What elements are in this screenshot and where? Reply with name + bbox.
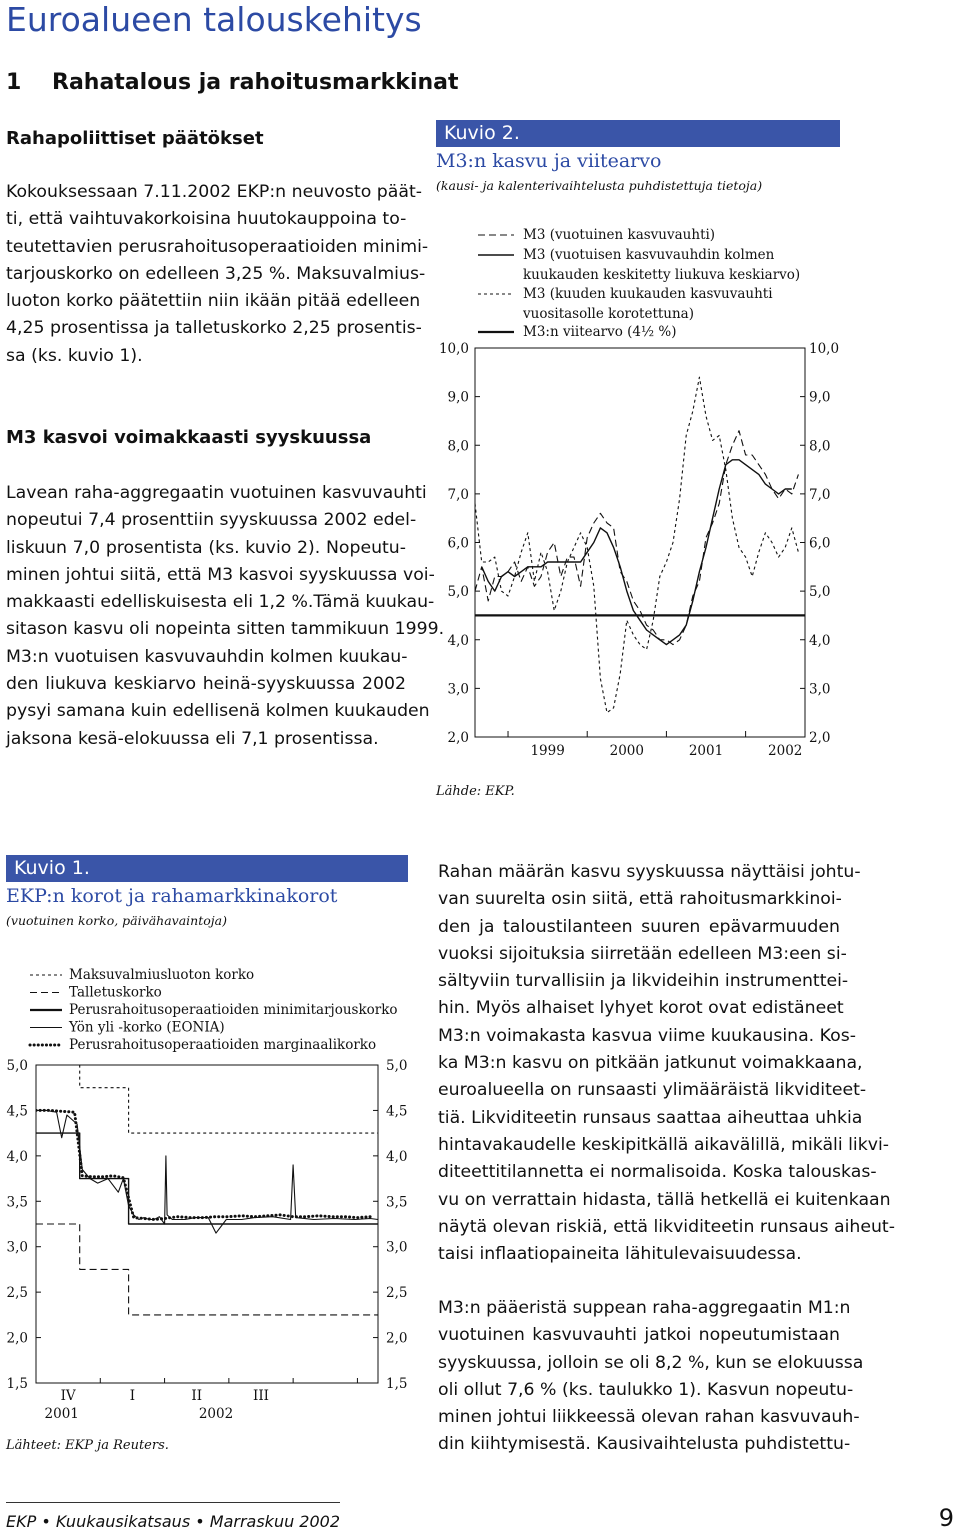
y-tick-label-left: 4,0 [447, 632, 469, 649]
text-line: vu on verrattain hidasta, tällä hetkellä ei kuitenkaan [438, 1189, 891, 1210]
text-line: diteettitilannetta ei normalisoida. Koska talouskas- [438, 1162, 877, 1183]
y-tick-label-right: 4,0 [809, 632, 831, 649]
text-line: hin. Myös alhaiset lyhyet korot ovat edistäneet [438, 998, 844, 1019]
y-tick-label-left: 9,0 [447, 389, 469, 406]
y-tick-label-right: 8,0 [809, 438, 831, 455]
x-tick-label: IV [60, 1388, 76, 1404]
text-line: Kokouksessaan 7.11.2002 EKP:n neuvosto päät- [6, 182, 422, 202]
legend-label: M3 (kuuden kuukauden kasvuvauhti [523, 286, 773, 302]
y-tick-label-left: 2,0 [6, 1330, 28, 1347]
text-line: makkaasti edelliskuisesta eli 1,2 %.Tämä kuukau- [6, 592, 435, 613]
y-tick-label-left: 8,0 [447, 438, 469, 455]
footer-rule [6, 1502, 340, 1503]
y-tick-label-left: 3,5 [6, 1194, 28, 1211]
text-line: tiä. Likviditeetin runsaus saattaa aiheuttaa uhkia [438, 1107, 863, 1128]
figure1-title: EKP:n korot ja rahamarkkinakorot [6, 885, 338, 907]
series-line-1 [482, 460, 792, 645]
legend-label: vuositasolle korotettuna) [523, 306, 694, 322]
x-tick-label: 1999 [530, 743, 565, 759]
y-tick-label-left: 3,0 [447, 681, 469, 698]
paragraph-monetary-decisions [6, 179, 429, 370]
y-tick-label-right: 7,0 [809, 486, 831, 503]
footer-text: EKP • Kuukausikatsaus • Marraskuu 2002 [6, 1512, 341, 1531]
document-title: Euroalueen talouskehitys [6, 0, 422, 39]
y-tick-label-right: 4,0 [386, 1148, 408, 1165]
text-line: din kiihtymisestä. Kausivaihtelusta puhdistettu- [438, 1434, 851, 1455]
year-label: 2002 [198, 1406, 234, 1422]
legend-label: Talletuskorko [69, 984, 162, 1001]
text-line: luoton korko päätettiin niin ikään pitää edelleen [6, 291, 421, 312]
y-tick-label-right: 2,0 [386, 1330, 408, 1347]
y-tick-label-right: 6,0 [809, 535, 831, 552]
page-number: 9 [938, 1504, 954, 1532]
y-tick-label-left: 7,0 [447, 486, 469, 503]
figure2-title: M3:n kasvu ja viitearvo [436, 150, 662, 172]
text-line: vuotuinen kasvuvauhti jatkoi nopeutumistaan [438, 1325, 840, 1346]
paragraph-m3-growth [6, 480, 445, 753]
y-tick-label-right: 2,0 [809, 730, 831, 746]
y-tick-label-left: 2,5 [6, 1285, 28, 1302]
text-line: van suurelta osin siitä, että rahoitusmarkkinoi- [438, 889, 842, 910]
section-number: 1 [6, 70, 22, 95]
text-line: den ja taloustilanteen suuren epävarmuuden [438, 916, 840, 937]
y-tick-label-left: 1,5 [6, 1376, 28, 1392]
text-line: Lavean raha-aggregaatin vuotuinen kasvuvauhti [6, 483, 427, 503]
text-line: sa (ks. kuvio 1). [6, 345, 143, 366]
text-line: jaksona kesä-elokuussa eli 7,1 prosentissa. [6, 728, 379, 749]
x-tick-label: III [253, 1388, 269, 1404]
figure1-subtitle: (vuotuinen korko, päivähavaintoja) [6, 913, 227, 928]
y-tick-label-left: 3,0 [6, 1239, 28, 1256]
text-line: Rahan määrän kasvu syyskuussa näyttäisi johtu- [438, 862, 861, 882]
text-line: nopeutui 7,4 prosenttiin syyskuussa 2002 edel- [6, 510, 417, 531]
text-line: hintavakaudelle keskipitkällä aikavälillä, mikäli likvi- [438, 1134, 890, 1155]
series-line-1 [36, 1224, 378, 1315]
y-tick-label-left: 5,0 [6, 1058, 28, 1074]
legend-label: Yön yli -korko (EONIA) [69, 1019, 225, 1036]
heading-m3-growth: M3 kasvoi voimakkaasti syyskuussa [6, 427, 372, 448]
x-tick-label: 2001 [688, 743, 724, 759]
x-tick-label: 2000 [609, 743, 644, 759]
y-tick-label-right: 10,0 [809, 341, 840, 357]
text-line: liskuun 7,0 prosentista (ks. kuvio 2). Nopeutu- [6, 537, 406, 558]
y-tick-label-right: 3,0 [809, 681, 831, 698]
figure1-source: Lähteet: EKP ja Reuters. [6, 1438, 169, 1453]
text-line: ka M3:n kasvu on pitkään jatkunut voimakkaana, [438, 1053, 863, 1074]
series-line-0 [36, 1042, 378, 1133]
series-line-4 [36, 1110, 370, 1219]
series-line-3 [36, 1110, 378, 1233]
y-tick-label-left: 5,0 [447, 584, 469, 601]
year-label: 2001 [44, 1406, 79, 1422]
section-heading [6, 70, 459, 95]
legend-label: kuukauden keskitetty liukuva keskiarvo) [523, 267, 801, 283]
figure1-label: Kuvio 1. [6, 855, 408, 882]
y-tick-label-left: 6,0 [447, 535, 469, 552]
text-line: tarjouskorko on edelleen 3,25 %. Maksuvalmius- [6, 263, 426, 284]
heading-monetary-decisions: Rahapoliittiset päätökset [6, 128, 264, 149]
figure2-chart [430, 220, 850, 770]
y-tick-label-right: 5,0 [809, 584, 831, 601]
series-line-0 [475, 431, 798, 645]
text-line: ti, että vaihtuvakorkoisina huutokauppoina to- [6, 209, 407, 230]
y-tick-label-left: 10,0 [438, 341, 469, 357]
y-tick-label-right: 3,0 [386, 1239, 408, 1256]
text-line: minen johtui siitä, että M3 kasvoi syyskuussa voi- [6, 564, 435, 585]
y-tick-label-left: 2,0 [447, 730, 469, 746]
paragraph-liquidity [438, 859, 895, 1268]
text-line: syyskuussa, jolloin se oli 8,2 %, kun se elokuussa [438, 1352, 864, 1373]
text-line: vuoksi sijoituksia siirretään edelleen M3:een si- [438, 943, 847, 964]
text-line: sitason kasvu oli nopeinta sitten tammikuun 1999. [6, 619, 445, 640]
series-group [36, 1042, 378, 1315]
figure2-source: Lähde: EKP. [436, 784, 515, 799]
text-line: teutettavien perusrahoitusoperaatioiden minimi- [6, 236, 429, 257]
x-tick-label: II [191, 1388, 203, 1404]
figure2-label: Kuvio 2. [436, 120, 840, 147]
legend-label: Perusrahoitusoperaatioiden marginaalikorko [69, 1037, 377, 1053]
y-tick-label-left: 4,5 [6, 1103, 28, 1120]
text-line: euroalueella on runsaasti ylimääräistä likviditeet- [438, 1080, 867, 1101]
text-line: M3:n pääeristä suppean raha-aggregaatin M1:n [438, 1298, 851, 1318]
text-line: 4,25 prosentissa ja talletuskorko 2,25 prosentis- [6, 318, 422, 339]
text-line: den liukuva keskiarvo heinä-syyskuussa 2002 [6, 674, 406, 695]
figure1-chart [0, 960, 420, 1430]
text-line: taisi inflaatiopaineita lähitulevaisuudessa. [438, 1244, 802, 1265]
section-title: Rahatalous ja rahoitusmarkkinat [52, 70, 459, 95]
text-line: M3:n vuotuisen kasvuvauhdin kolmen kuukau- [6, 646, 408, 667]
figure2-subtitle: (kausi- ja kalenterivaihtelusta puhdistettuja tietoja) [436, 178, 763, 193]
plot-frame [475, 348, 805, 737]
y-tick-label-right: 9,0 [809, 389, 831, 406]
y-tick-label-left: 4,0 [6, 1148, 28, 1165]
x-tick-label: I [129, 1388, 136, 1404]
text-line: M3:n voimakasta kasvua viime kuukausina. Kos- [438, 1025, 856, 1046]
legend-label: M3:n viitearvo (4½ %) [523, 324, 677, 340]
text-line: pysyi samana kuin edellisenä kolmen kuukauden [6, 701, 430, 722]
x-tick-label: 2002 [768, 743, 803, 759]
series-line-2 [475, 377, 798, 713]
text-line: sältyviin turvallisiin ja likvideihin instrumenttei- [438, 971, 849, 992]
text-line: minen johtui liikkeessä olevan rahan kasvuvauh- [438, 1407, 860, 1428]
y-tick-label-right: 3,5 [386, 1194, 408, 1211]
y-tick-label-right: 1,5 [386, 1376, 408, 1392]
legend-label: Perusrahoitusoperaatioiden minimitarjouskorko [69, 1002, 398, 1018]
y-tick-label-right: 2,5 [386, 1285, 408, 1302]
series-line-2 [36, 1133, 378, 1224]
text-line: näytä olevan riskiä, että likviditeetin runsaus aiheut- [438, 1216, 895, 1237]
legend-label: Maksuvalmiusluoton korko [69, 967, 255, 983]
y-tick-label-right: 5,0 [386, 1058, 408, 1074]
text-line: oli ollut 7,6 % (ks. taulukko 1). Kasvun nopeutu- [438, 1379, 854, 1400]
legend-label: M3 (vuotuisen kasvuvauhdin kolmen [523, 247, 775, 263]
legend-label: M3 (vuotuinen kasvuvauhti) [523, 227, 716, 243]
y-tick-label-right: 4,5 [386, 1103, 408, 1120]
paragraph-m1-growth [438, 1295, 864, 1459]
